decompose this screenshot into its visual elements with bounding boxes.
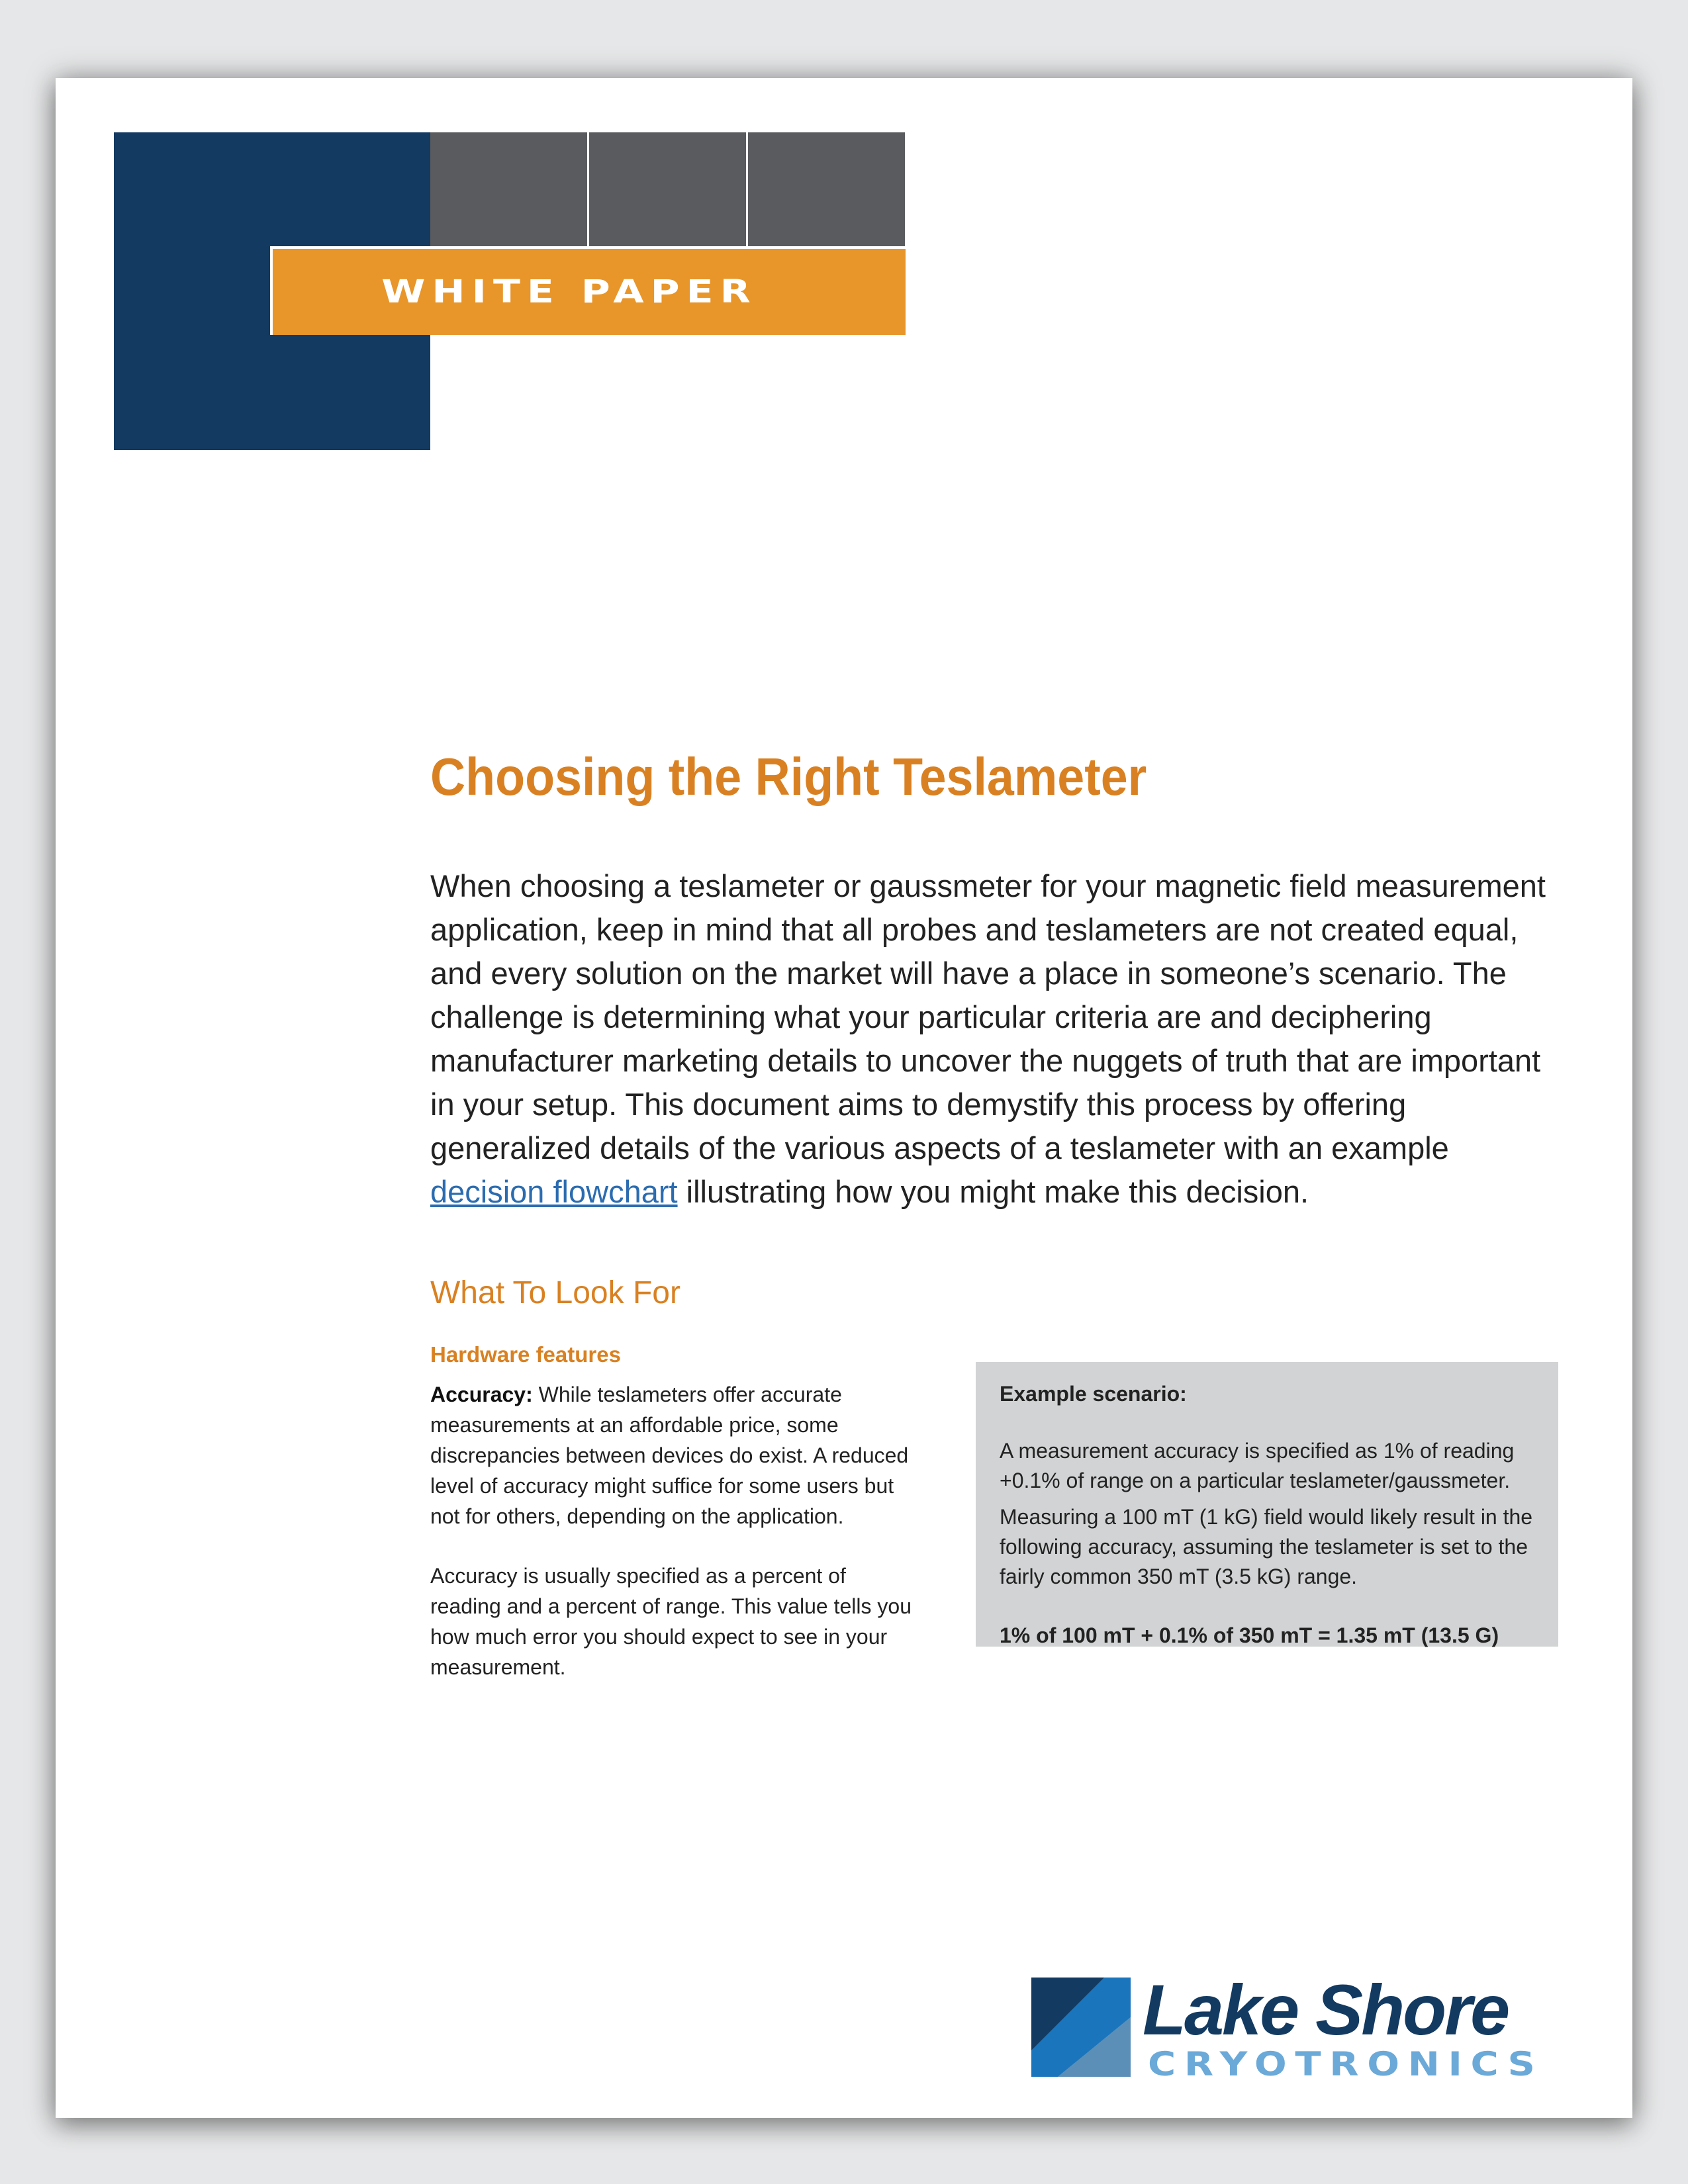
page-title: Choosing the Right Teslameter	[430, 747, 1147, 806]
subsection-heading: Hardware features	[430, 1342, 621, 1367]
header-grey-block	[748, 132, 905, 246]
intro-paragraph	[430, 864, 1556, 1214]
accuracy-label: Accuracy:	[430, 1383, 533, 1406]
body-column	[430, 1379, 920, 1711]
banner-label: WHITE PAPER	[381, 273, 757, 310]
decision-flowchart-link[interactable]: decision flowchart	[430, 1174, 678, 1209]
header-grey-block	[430, 132, 587, 246]
scenario-line: Measuring a 100 mT (1 kG) field would likely result in the following accuracy, assuming the teslameter is set to the fairly common 350 mT (3.5 kG) range.	[1000, 1505, 1533, 1588]
accuracy-paragraph	[430, 1379, 920, 1531]
section-heading: What To Look For	[430, 1275, 680, 1310]
intro-text-end: illustrating how you might make this decision.	[677, 1174, 1309, 1209]
logo-wordmark: Lake Shore	[1143, 1970, 1509, 2050]
example-scenario-box	[976, 1362, 1558, 1647]
logo-tagline: CRYOTRONICS	[1148, 2045, 1544, 2083]
intro-text: When choosing a teslameter or gaussmeter for your magnetic field measurement application, keep in mind that all probes and teslameters are not created equal, and every solution on the market will have a place in someone’s scenario. The challenge is determining what your particular criteria are and deciphering manufacturer marketing details to uncover the nuggets of truth that are important in your setup. This document aims to demystify this process by offering generalized details of the various aspects of a teslameter with an example	[430, 868, 1546, 1165]
scenario-title: Example scenario:	[1000, 1382, 1187, 1406]
header-grey-block	[589, 132, 746, 246]
accuracy-text: While teslameters offer accurate measurements at an affordable price, some discrepancies between devices do exist. A reduced level of accuracy might suffice for some users but not for others, depending on the application.	[430, 1383, 909, 1528]
white-paper-banner	[270, 246, 906, 335]
scenario-formula: 1% of 100 mT + 0.1% of 350 mT = 1.35 mT (13.5 G)	[1000, 1623, 1499, 1647]
lake-shore-logo	[1031, 1970, 1561, 2090]
accuracy-spec-paragraph: Accuracy is usually specified as a percent of reading and a percent of range. This value tells you how much error you should expect to see in your measurement.	[430, 1564, 912, 1679]
scenario-line: A measurement accuracy is specified as 1% of reading +0.1% of range on a particular teslameter/gaussmeter.	[1000, 1439, 1515, 1492]
document-page	[56, 78, 1632, 2118]
logo-mark-icon	[1031, 1978, 1131, 2077]
